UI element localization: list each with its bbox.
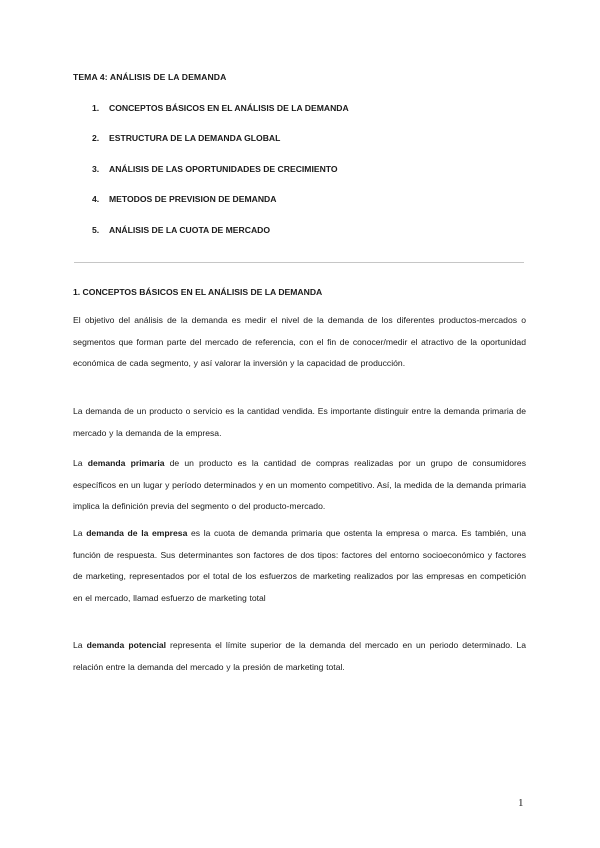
toc-item-1 <box>0 103 600 117</box>
toc-item-text: ESTRUCTURA DE LA DEMANDA GLOBAL <box>109 133 281 143</box>
toc-item-5 <box>0 225 600 239</box>
toc-item-number: 5. <box>92 225 100 235</box>
toc-item-number: 2. <box>92 133 100 143</box>
toc-item-number: 3. <box>92 164 100 174</box>
paragraph-text: es la cuota de demanda primaria que ostenta la empresa o marca. Es también, una función de respuesta. Sus determinantes son factores de dos tipos: factores del entorno socioeconómico y factores de marketing, representados por el total de los esfuerzos de marketing realizados por las empresas en competición en el mercado, llamad esfuerzo de marketing total <box>73 528 527 603</box>
paragraph-text: representa el límite superior de la demanda del mercado en un periodo determinado. La relación entre la demanda del mercado y la presión de marketing total. <box>73 640 527 672</box>
toc-item-2 <box>0 133 600 147</box>
paragraph-demanda-producto <box>73 401 526 444</box>
page-number: 1 <box>518 797 524 809</box>
toc-item-text: ANÁLISIS DE LAS OPORTUNIDADES DE CRECIMIENTO <box>109 164 338 174</box>
toc-item-number: 4. <box>92 194 100 204</box>
toc-item-text: METODOS DE PREVISION DE DEMANDA <box>109 194 277 204</box>
paragraph-text: La demanda de un producto o servicio es la cantidad vendida. Es importante distinguir entre la demanda primaria de mercado y la demanda de la empresa. <box>73 406 526 438</box>
horizontal-divider <box>74 262 524 263</box>
paragraph-text: de un producto es la cantidad de compras realizadas por un grupo de consumidores específicos en un lugar y período determinados y en un momento competitivo. Así, la medida de la demanda primaria implica la definición previa del segmento o del producto-mercado. <box>73 458 526 511</box>
paragraph-lead: La <box>73 528 87 538</box>
toc-item-4 <box>0 194 600 208</box>
term-demanda-empresa: demanda de la empresa <box>86 528 188 538</box>
paragraph-demanda-primaria <box>73 453 526 518</box>
document-title: TEMA 4: ANÁLISIS DE LA DEMANDA <box>73 72 227 82</box>
paragraph-text: El objetivo del análisis de la demanda es medir el nivel de la demanda de los diferentes productos-mercados o segmentos que forman parte del mercado de referencia, con el fin de conocer/medir el atractivo de la oportunidad económica de cada segmento, y así valorar la inversión y la capacidad de producción. <box>73 315 526 368</box>
toc-item-3 <box>0 164 600 178</box>
toc-item-text: CONCEPTOS BÁSICOS EN EL ANÁLISIS DE LA DEMANDA <box>109 103 349 113</box>
term-demanda-potencial: demanda potencial <box>86 640 167 650</box>
paragraph-lead: La <box>73 458 88 468</box>
paragraph-demanda-potencial <box>73 635 526 678</box>
section-heading: 1. CONCEPTOS BÁSICOS EN EL ANÁLISIS DE LA DEMANDA <box>73 287 323 297</box>
paragraph-objetivo <box>73 310 526 375</box>
toc-item-number: 1. <box>92 103 100 113</box>
term-demanda-primaria: demanda primaria <box>87 458 165 468</box>
paragraph-lead: La <box>73 640 87 650</box>
toc-item-text: ANÁLISIS DE LA CUOTA DE MERCADO <box>109 225 271 235</box>
paragraph-demanda-empresa <box>73 523 526 609</box>
